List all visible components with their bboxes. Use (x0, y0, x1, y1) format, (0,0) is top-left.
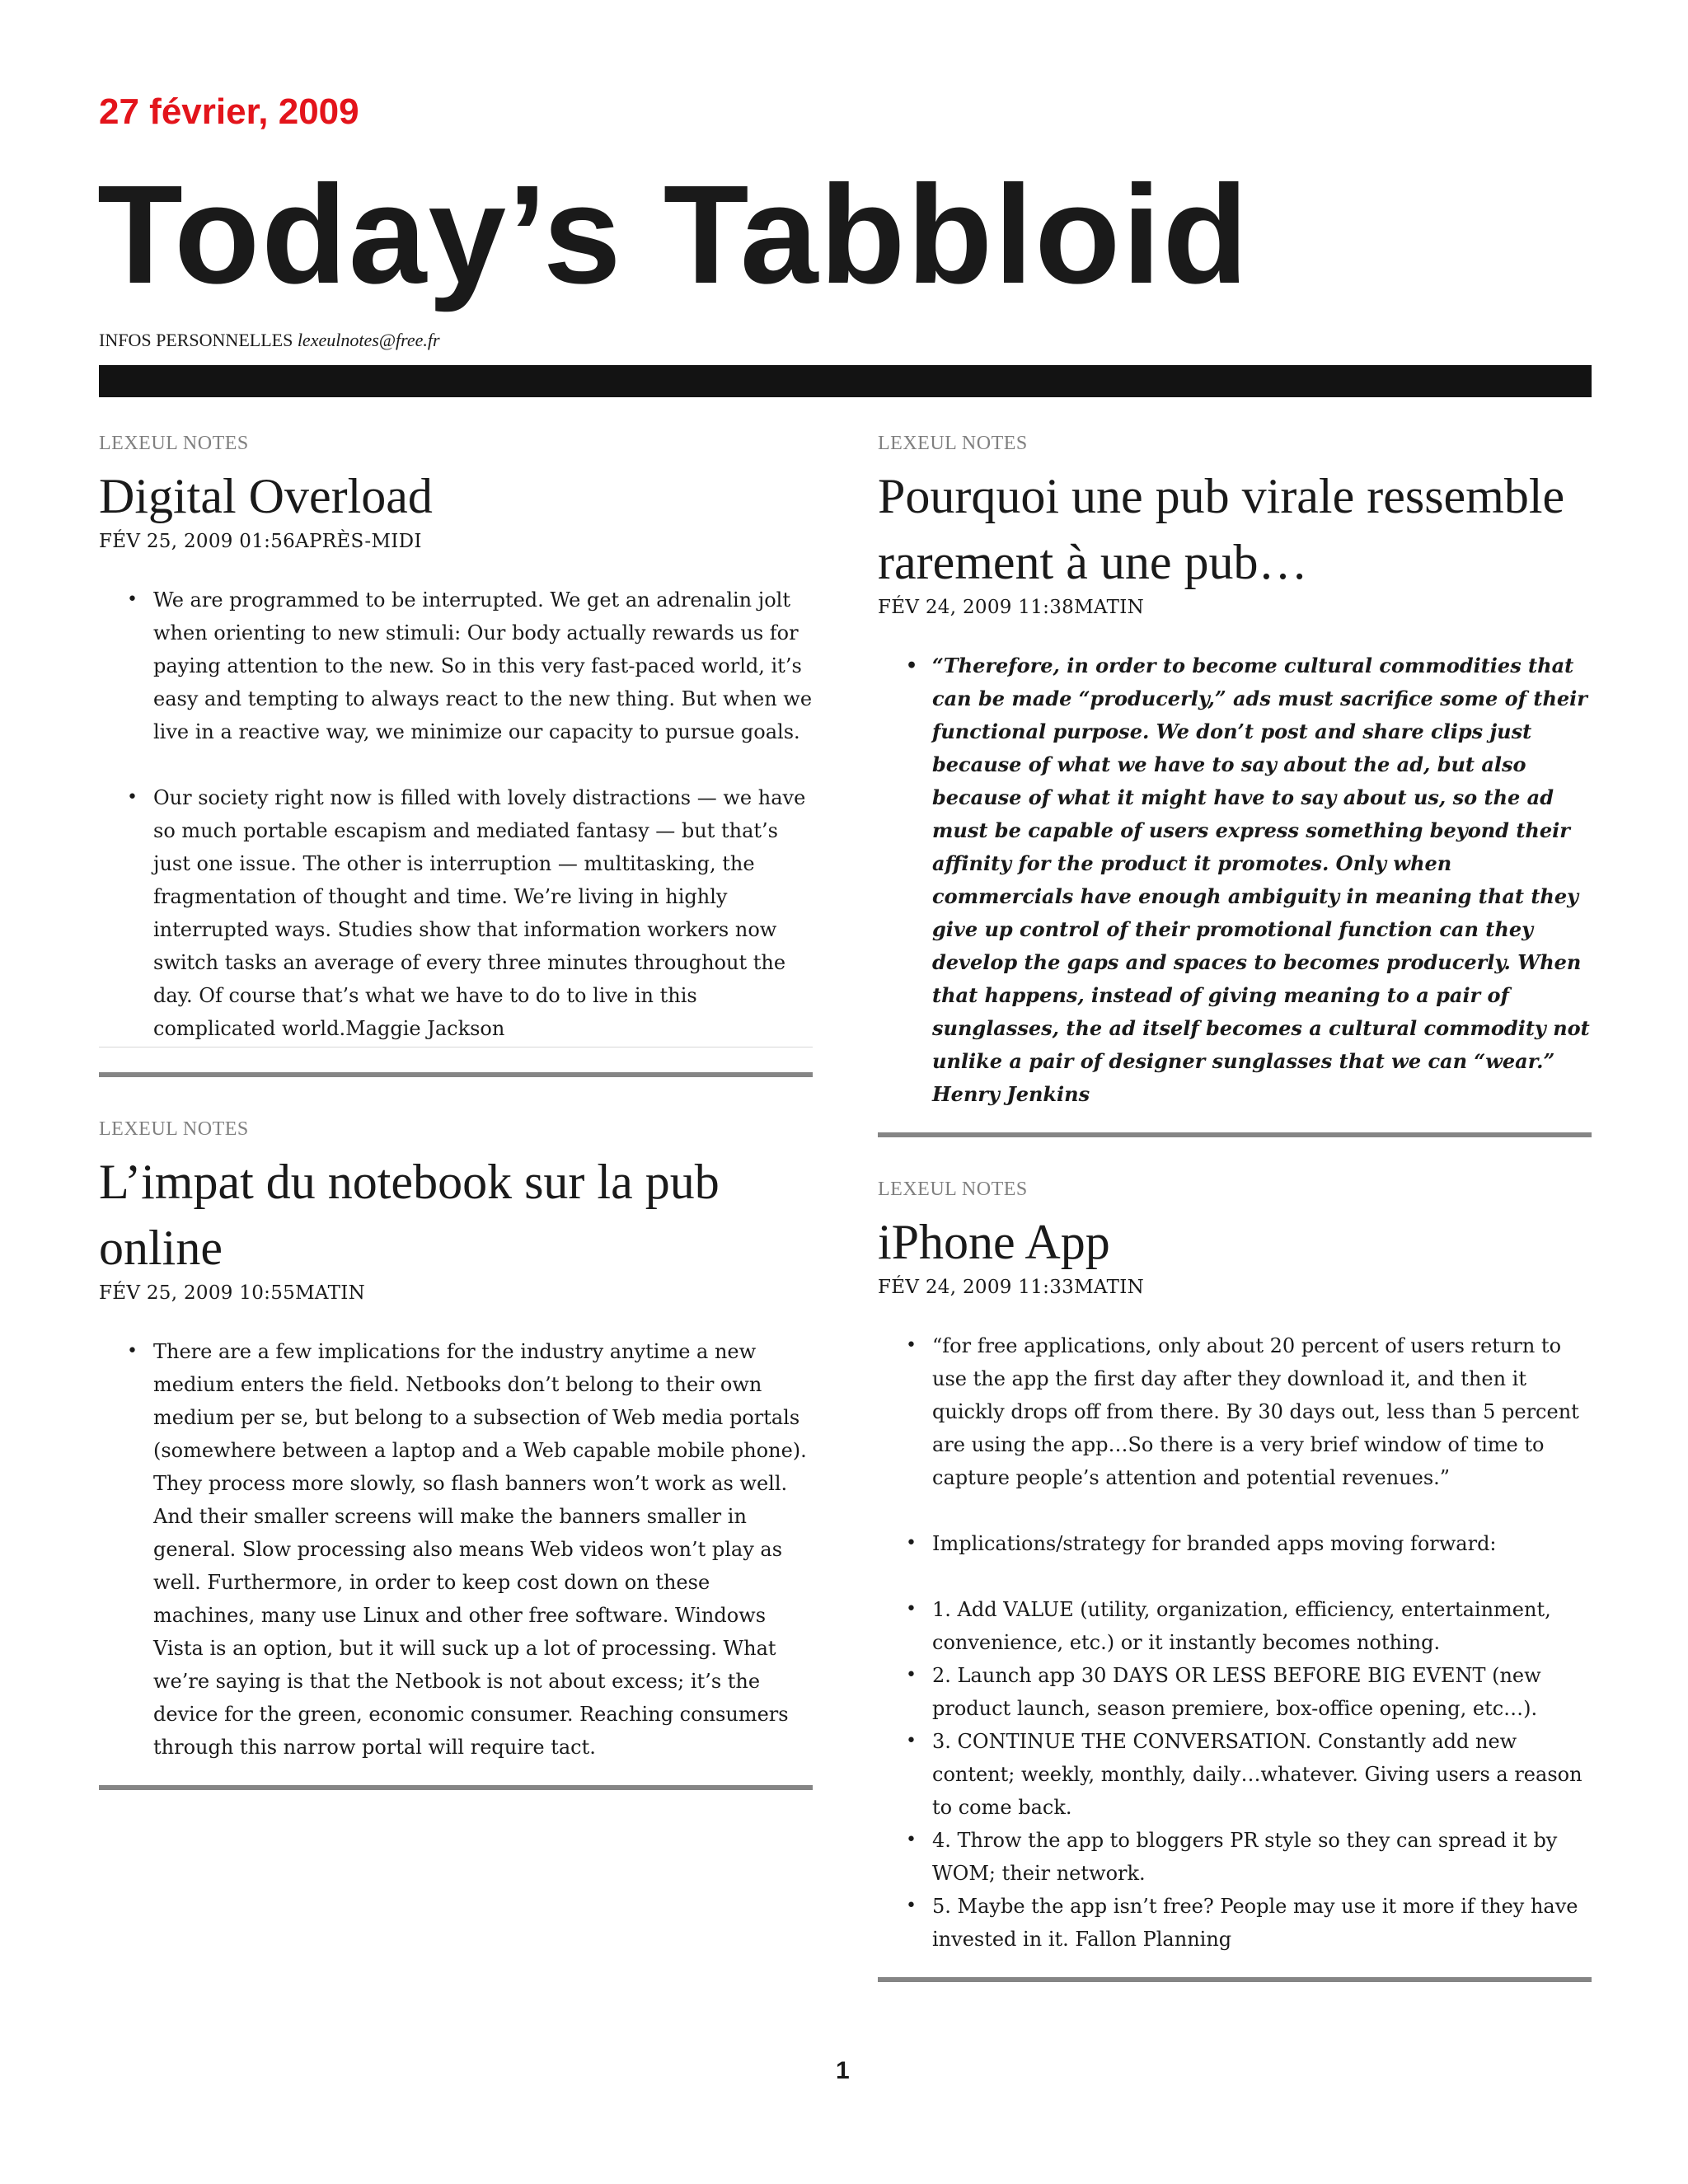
article-category: LEXEUL NOTES (878, 433, 1028, 454)
article-category: LEXEUL NOTES (99, 1118, 249, 1140)
article-iphone-app (878, 1179, 1592, 1982)
list-item: • 3. CONTINUE THE CONVERSATION. Constantly add new content; weekly, monthly, daily…whatever. Giving users a reason to come back. (932, 1725, 1592, 1824)
list-item: • We are programmed to be interrupted. We get an adrenalin jolt when orienting to new stimuli: Our body actually rewards us for paying attention to the new. So in this very fast-paced world, it’s easy and tempting to always react to the new thing. But when we live in a reactive way, we minimize our capacity to pursue goals. (153, 583, 813, 748)
article-timestamp: FÉV 25, 2009 01:56APRÈS-MIDI (99, 531, 422, 552)
right-column (878, 433, 1592, 2023)
article-impact-notebook (99, 1118, 813, 1790)
article-digital-overload (99, 433, 813, 1077)
info-label: INFOS PERSONNELLES (99, 330, 293, 350)
article-category: LEXEUL NOTES (878, 1179, 1028, 1200)
page-number: 1 (836, 2057, 850, 2084)
article-body (99, 1335, 813, 1785)
left-column (99, 433, 813, 1831)
article-timestamp: FÉV 24, 2009 11:38MATIN (878, 597, 1145, 618)
list-item: • There are a few implications for the industry anytime a new medium enters the field. Netbooks don’t belong to their own medium per se, but belong to a subsection of Web media portals (somewhere between a laptop and a Web capable mobile phone). They process more slowly, so flash banners won’t work as well. And their smaller screens will make the banners smaller in general. Slow processing also means Web videos won’t play as well. Furthermore, in order to keep cost down on these machines, many use Linux and other free software. Windows Vista is an option, but it will suck up a lot of processing. What we’re saying is that the Netbook is not about excess; it’s the device for the green, economic consumer. Reaching consumers through this narrow portal will require tact. (153, 1335, 813, 1764)
list-item: • 1. Add VALUE (utility, organization, efficiency, entertainment, convenience, etc.) or it instantly becomes nothing. (932, 1593, 1592, 1659)
list-item: • Our society right now is filled with lovely distractions — we have so much portable escapism and mediated fantasy — but that’s just one issue. The other is interruption — multitasking, the fragmentation of thought and time. We’re living in highly interrupted ways. Studies show that information workers now switch tasks an average of every three minutes throughout the day. Of course that’s what we have to do to live in this complicated world.Maggie Jackson (153, 781, 813, 1045)
article-timestamp: FÉV 24, 2009 11:33MATIN (878, 1277, 1145, 1298)
list-item: • 5. Maybe the app isn’t free? People may use it more if they have invested in it. Fallon Planning (932, 1890, 1592, 1956)
masthead-rule (99, 365, 1592, 397)
article-body (878, 649, 1592, 1132)
article-body (99, 583, 813, 1047)
list-item: • “for free applications, only about 20 percent of users return to use the app the first day after they download it, and then it quickly drops off from there. By 30 days out, less than 5 percent are using the app…So there is a very brief window of time to capture people’s attention and potential revenues.” (932, 1329, 1592, 1494)
article-title[interactable]: iPhone App (878, 1215, 1110, 1269)
article-viral-ad (878, 433, 1592, 1137)
list-item: • 2. Launch app 30 DAYS OR LESS BEFORE BIG EVENT (new product launch, season premiere, box-office opening, etc…). (932, 1659, 1592, 1725)
article-title[interactable]: Pourquoi une pub virale ressemble rarement à une pub… (878, 469, 1565, 589)
email-link[interactable]: lexeulnotes@free.fr (297, 330, 440, 350)
article-body (878, 1329, 1592, 1977)
article-timestamp: FÉV 25, 2009 10:55MATIN (99, 1282, 366, 1304)
masthead-title: Today’s Tabbloid (97, 157, 1250, 313)
list-item: • 4. Throw the app to bloggers PR style so they can spread it by WOM; their network. (932, 1824, 1592, 1890)
quote-item: • “Therefore, in order to become cultural commodities that can be made “producerly,” ads must sacrifice some of their functional purpose. We don’t post and share clips just because of what we have to say about the ad, but also because of what it might have to say about us, so the ad must be capable of users express something beyond their affinity for the product it promotes. Only when commercials have enough ambiguity in meaning that they give up control of their promotional function can they develop the gaps and spaces to becomes producerly. When that happens, instead of giving meaning to a pair of sunglasses, the ad itself becomes a cultural commodity not unlike a pair of designer sunglasses that we can “wear.” Henry Jenkins (932, 649, 1592, 1111)
article-category: LEXEUL NOTES (99, 433, 249, 454)
article-title[interactable]: L’impat du notebook sur la pub online (99, 1155, 720, 1275)
byline (99, 330, 440, 351)
issue-date: 27 février, 2009 (99, 91, 359, 132)
list-item: • Implications/strategy for branded apps moving forward: (932, 1527, 1592, 1560)
article-title[interactable]: Digital Overload (99, 469, 433, 523)
